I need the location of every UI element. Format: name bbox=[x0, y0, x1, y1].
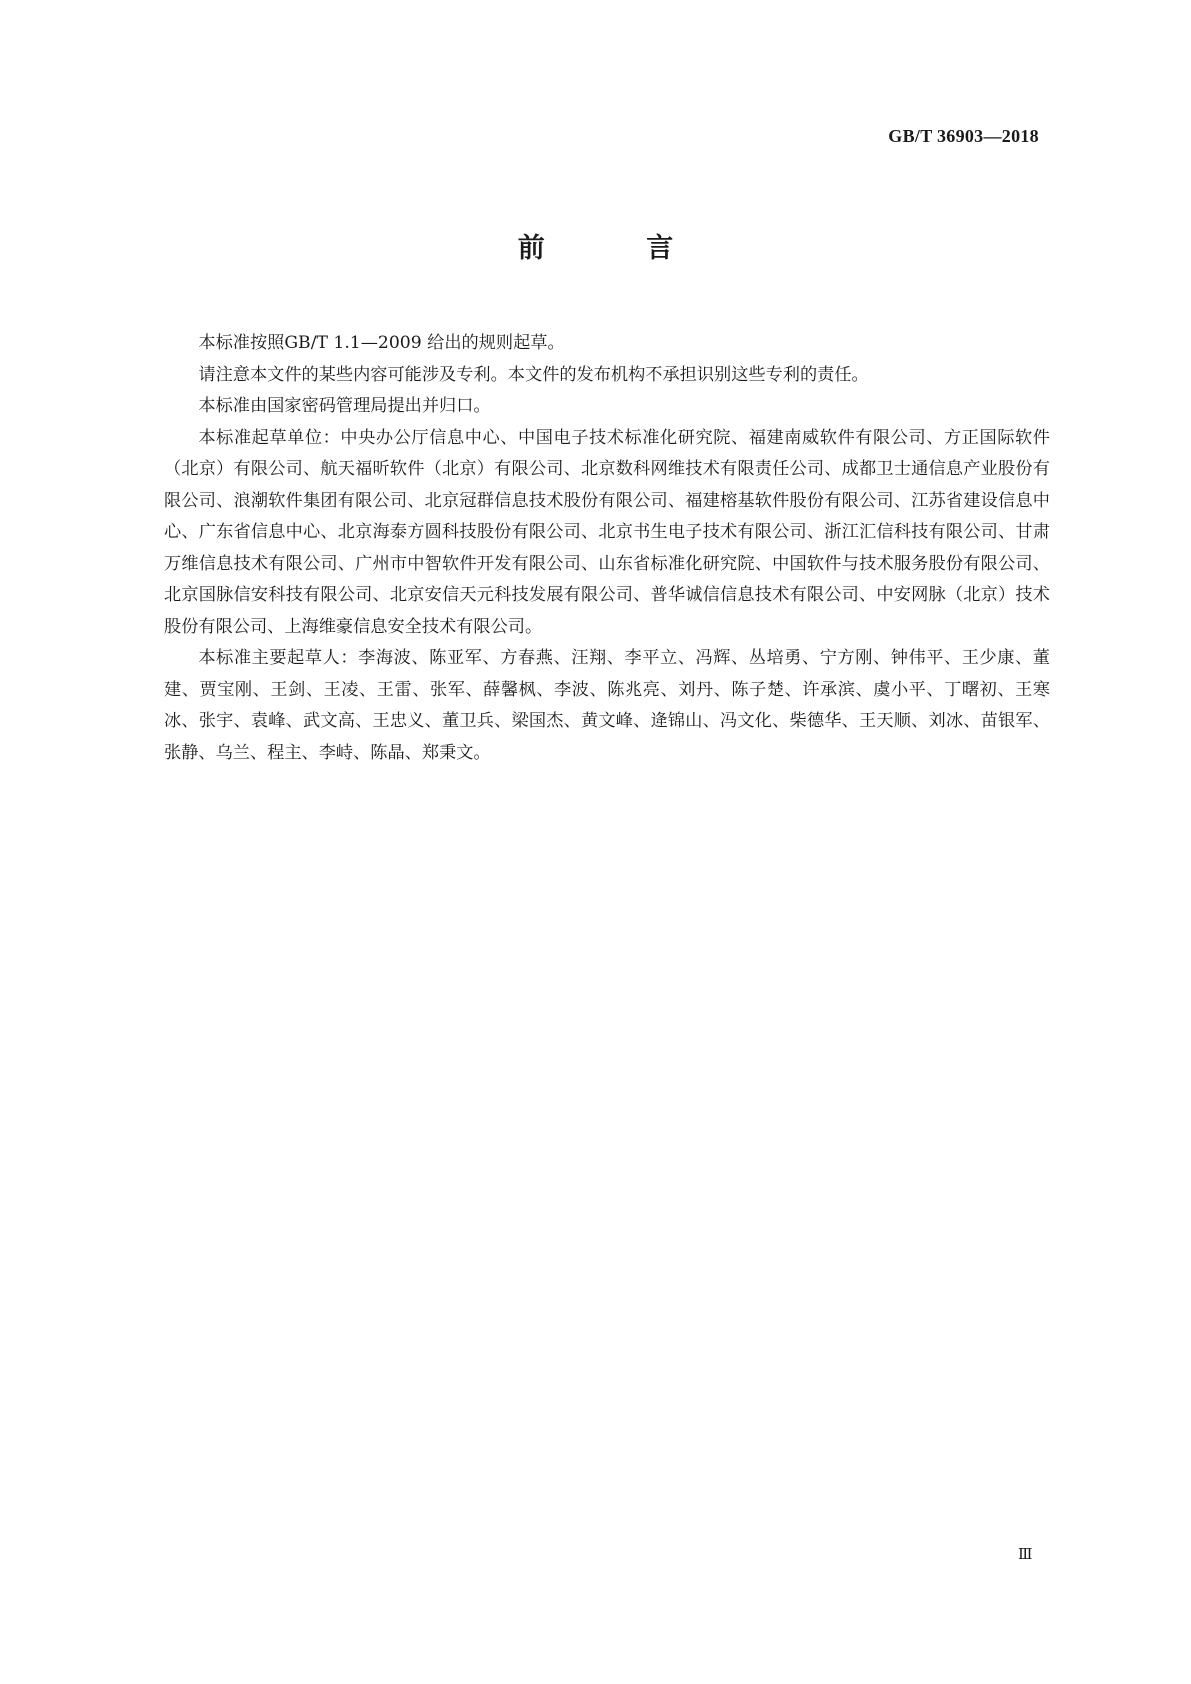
page-title: 前 言 bbox=[517, 233, 720, 264]
body-text bbox=[164, 328, 1050, 769]
paragraph-drafting-units: 本标准起草单位：中央办公厅信息中心、中国电子技术标准化研究院、福建南威软件有限公司、方正国际软件（北京）有限公司、航天福昕软件（北京）有限公司、北京数科网维技术有限责任公司、成都卫士通信息产业股份有限公司、浪潮软件集团有限公司、北京冠群信息技术股份有限公司、福建榕基软件股份有限公司、江苏省建设信息中心、广东省信息中心、北京海泰方圆科技股份有限公司、北京书生电子技术有限公司、浙江汇信科技有限公司、甘肃万维信息技术有限公司、广州市中智软件开发有限公司、山东省标准化研究院、中国软件与技术服务股份有限公司、北京国脉信安科技有限公司、北京安信天元科技发展有限公司、普华诚信信息技术有限公司、中安网脉（北京）技术股份有限公司、上海维豪信息安全技术有限公司。 bbox=[164, 427, 1050, 637]
paragraph-drafters: 本标准主要起草人：李海波、陈亚军、方春燕、汪翔、李平立、冯辉、丛培勇、宁方刚、钟伟平、王少康、董建、贾宝刚、王剑、王凌、王雷、张军、薛馨枫、李波、陈兆亮、刘丹、陈子楚、许承滨、虞小平、丁曙初、王寒冰、张宇、袁峰、武文高、王忠义、董卫兵、梁国杰、黄文峰、逄锦山、冯文化、柴德华、王天顺、刘冰、苗银军、张静、乌兰、程主、李峙、陈晶、郑秉文。 bbox=[164, 648, 1050, 763]
paragraph-patent-notice: 请注意本文件的某些内容可能涉及专利。本文件的发布机构不承担识别这些专利的责任。 bbox=[198, 364, 869, 385]
document-code: GB/T 36903—2018 bbox=[888, 126, 1039, 146]
page-number: Ⅲ bbox=[1018, 1547, 1033, 1563]
paragraph-drafting-rules: 本标准按照GB/T 1.1—2009 给出的规则起草。 bbox=[198, 333, 565, 353]
paragraph-proposer: 本标准由国家密码管理局提出并归口。 bbox=[198, 396, 491, 416]
